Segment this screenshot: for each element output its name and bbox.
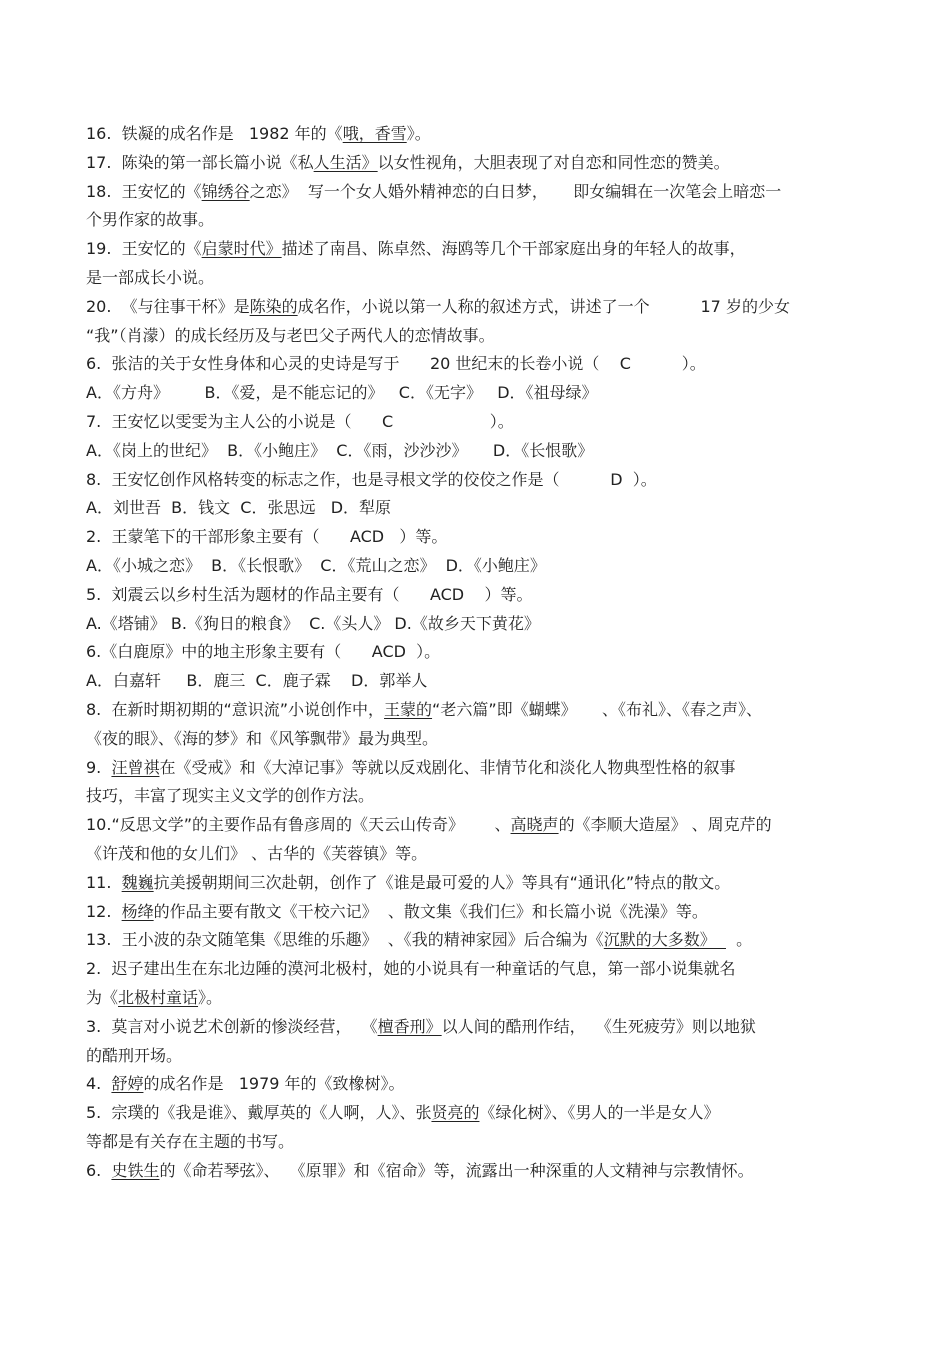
text-segment: 6. 张洁的关于女性身体和心灵的史诗是写于 20 世纪末的长卷小说（ C ）。 xyxy=(86,354,706,374)
text-line xyxy=(86,926,870,955)
text-segment: 8. 在新时期初期的“意识流”小说创作中， xyxy=(86,699,385,719)
text-segment: 10.“反思文学”的主要作品有鲁彦周的《天云山传奇》 、 xyxy=(86,815,511,835)
text-segment: 的《李顺大造屋》 、周克芹的 xyxy=(558,815,772,835)
text-segment: A．白嘉轩 B．鹿三 C．鹿子霖 D．郭举人 xyxy=(86,671,428,691)
text-line xyxy=(86,638,870,667)
text-segment: 9. xyxy=(86,757,112,777)
text-segment: A．《小城之恋》 B．《长恨歌》 C．《荒山之恋》 D．《小鲍庄》 xyxy=(86,555,546,575)
text-segment: A．《岗上的世纪》 B．《小鲍庄》 C．《雨，沙沙沙》 D．《长恨歌》 xyxy=(86,440,594,460)
text-segment: 以人间的酷刑作结， 《生死疲劳》则以地狱 xyxy=(441,1016,756,1036)
text-line xyxy=(86,811,870,840)
text-line xyxy=(86,1157,870,1186)
text-segment: 《夜的眼》、《海的梦》和《风筝飘带》最为典型。 xyxy=(86,728,439,748)
text-line xyxy=(86,120,870,149)
underlined-text: 哦，香雪 xyxy=(342,124,407,143)
text-segment: 描述了南昌、陈卓然、海鸥等几个干部家庭出身的年轻人的故事， xyxy=(281,239,746,259)
text-line xyxy=(86,523,870,552)
text-segment: 3. 莫言对小说艺术创新的惨淡经营， 《 xyxy=(86,1016,378,1036)
text-line xyxy=(86,840,870,869)
underlined-text: 魏巍 xyxy=(121,872,154,892)
text-segment: 8. 王安忆创作风格转变的标志之作，也是寻根文学的佼佼之作是（ D ）。 xyxy=(86,469,657,489)
text-segment: 17. 陈染的第一部长篇小说《私 xyxy=(86,152,314,172)
text-segment: 7. 王安忆以雯雯为主人公的小说是（ C ）。 xyxy=(86,411,514,431)
underlined-text: 史铁生 xyxy=(111,1160,160,1180)
text-line xyxy=(86,696,870,725)
text-segment: 抗美援朝期间三次赴朝，创作了《谁是最可爱的人》等具有“通讯化”特点的散文。 xyxy=(153,872,731,892)
text-segment: A．刘世吾 B．钱文 C．张思远 D．犁原 xyxy=(86,498,392,518)
text-line xyxy=(86,581,870,610)
text-segment: 2. 迟子建出生在东北边陲的漠河北极村，她的小说具有一种童话的气息，第一部小说集就名 xyxy=(86,959,736,979)
text-line xyxy=(86,235,870,264)
text-line xyxy=(86,1013,870,1042)
underlined-text: 汪曾祺 xyxy=(111,757,160,777)
underlined-text: 沉默的大多数》 xyxy=(603,930,726,950)
text-line xyxy=(86,466,870,495)
text-segment: 等都是有关存在主题的书写。 xyxy=(86,1131,295,1151)
text-line xyxy=(86,1042,870,1071)
text-line xyxy=(86,1070,870,1099)
text-segment: “我”（肖濛）的成长经历及与老巴父子两代人的恋情故事。 xyxy=(86,325,495,345)
text-segment: 的成名作是 1979 年的《致橡树》。 xyxy=(143,1074,405,1094)
text-segment: 13. 王小波的杂文随笔集《思维的乐趣》 、《我的精神家园》后合编为《 xyxy=(86,930,604,950)
text-segment: 12. xyxy=(86,901,122,921)
underlined-text: 舒婷 xyxy=(111,1074,144,1094)
text-line xyxy=(86,782,870,811)
text-segment: 《许茂和他的女儿们》 、古华的《芙蓉镇》等。 xyxy=(86,843,428,863)
underlined-text: 人生活》 xyxy=(313,152,378,172)
text-line xyxy=(86,264,870,293)
text-segment: 6. xyxy=(86,1160,112,1180)
text-line xyxy=(86,955,870,984)
text-segment: 18. 王安忆的《 xyxy=(86,181,202,201)
text-segment: 以女性视角，大胆表现了对自恋和同性恋的赞美。 xyxy=(377,152,730,172)
text-segment: “老六篇”即《蝴蝶》 、《布礼》、《春之声》、 xyxy=(432,699,763,719)
text-line xyxy=(86,408,870,437)
text-line xyxy=(86,725,870,754)
text-segment: 20. 《与往事干杯》是 xyxy=(86,296,250,316)
text-segment: 《绿化树》、《男人的一半是女人》 xyxy=(479,1103,720,1123)
underlined-text: 檀香刑》 xyxy=(377,1016,442,1036)
text-line xyxy=(86,1128,870,1157)
text-line xyxy=(86,178,870,207)
text-line xyxy=(86,149,870,178)
text-segment: A.《塔铺》 B.《狗日的粮食》 C.《头人》 D.《故乡天下黄花》 xyxy=(86,613,540,633)
text-line xyxy=(86,667,870,696)
text-line xyxy=(86,552,870,581)
text-segment: 为《 xyxy=(86,987,119,1007)
text-segment: 》。 xyxy=(198,987,223,1007)
text-segment: 2. 王蒙笔下的干部形象主要有（ ACD ）等。 xyxy=(86,527,448,547)
text-line xyxy=(86,350,870,379)
text-segment: 在《受戒》和《大淖记事》等就以反戏剧化、非情节化和淡化人物典型性格的叙事 xyxy=(159,757,736,777)
text-segment: 个男作家的故事。 xyxy=(86,210,215,230)
underlined-text: 陈染的 xyxy=(249,296,298,316)
underlined-text: 杨绛 xyxy=(121,901,154,921)
text-segment: 。 xyxy=(725,930,753,950)
underlined-text: 锦绣谷 xyxy=(201,181,250,201)
text-segment: 4. xyxy=(86,1074,112,1094)
text-line xyxy=(86,437,870,466)
text-segment: 成名作，小说以第一人称的叙述方式，讲述了一个 17 岁的少女 xyxy=(297,296,790,316)
text-line xyxy=(86,1099,870,1128)
text-segment: 的《命若琴弦》、 《原罪》和《宿命》等，流露出一种深重的人文精神与宗教情怀。 xyxy=(159,1160,754,1180)
text-line xyxy=(86,206,870,235)
underlined-text: 启蒙时代》 xyxy=(201,239,282,259)
text-line xyxy=(86,293,870,322)
text-segment: 的作品主要有散文《干校六记》 、散文集《我们仨》和长篇小说《洗澡》等。 xyxy=(153,901,708,921)
text-line xyxy=(86,984,870,1013)
text-line xyxy=(86,898,870,927)
text-segment: 11. xyxy=(86,872,122,892)
text-line xyxy=(86,322,870,351)
text-line xyxy=(86,754,870,783)
text-segment: 技巧，丰富了现实主义文学的创作方法。 xyxy=(86,786,375,806)
underlined-text: 王蒙的 xyxy=(384,699,433,719)
text-line xyxy=(86,869,870,898)
underlined-text: 高晓声 xyxy=(510,815,559,835)
text-line xyxy=(86,494,870,523)
text-segment: 是一部成长小说。 xyxy=(86,267,215,287)
text-segment: 》。 xyxy=(406,124,431,143)
text-segment: 之恋》 写一个女人婚外精神恋的白日梦， 即女编辑在一次笔会上暗恋一 xyxy=(249,181,782,201)
text-segment: 5. 宗璞的《我是谁》、戴厚英的《人啊，人》、张 xyxy=(86,1103,432,1123)
underlined-text: 北极村童话 xyxy=(118,987,199,1007)
text-segment: 6.《白鹿原》中的地主形象主要有（ ACD ）。 xyxy=(86,642,441,662)
text-line xyxy=(86,610,870,639)
text-line xyxy=(86,379,870,408)
text-segment: 19. 王安忆的《 xyxy=(86,239,202,259)
underlined-text: 贤亮的 xyxy=(431,1103,480,1123)
text-segment: 16. 铁凝的成名作是 1982 年的《 xyxy=(86,124,343,143)
text-segment: 5. 刘震云以乡村生活为题材的作品主要有（ ACD ）等。 xyxy=(86,584,533,604)
text-segment: 的酷刑开场。 xyxy=(86,1045,183,1065)
text-segment: A．《方舟》 B．《爱，是不能忘记的》 C．《无字》 D．《祖母绿》 xyxy=(86,383,598,403)
